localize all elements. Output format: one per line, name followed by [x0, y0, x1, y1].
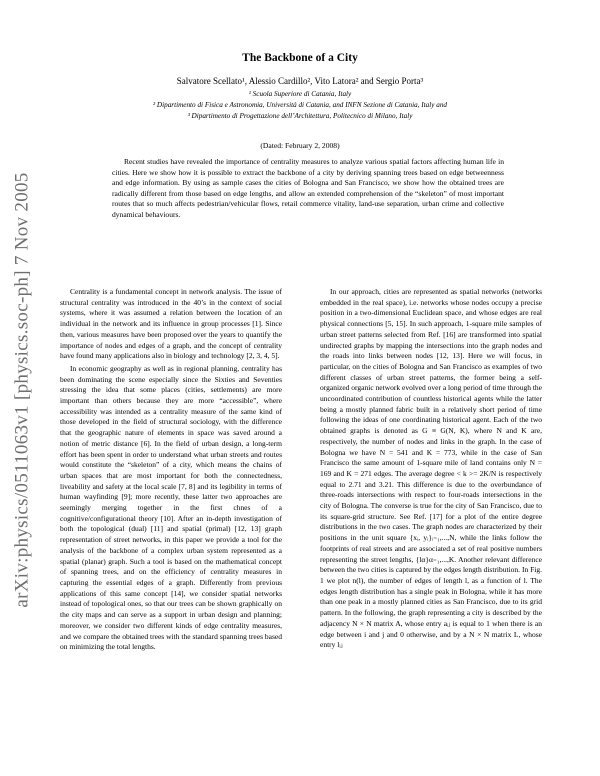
affiliation-3: ³ Dipartimento di Progettazione dell’Architettura, Politecnico di Milano, Italy [187, 112, 413, 120]
affiliation-2: ² Dipartimento di Fisica e Astronomia, Università di Catania, and INFN Sezione di Catania, Italy and [152, 101, 448, 109]
body-paragraph: In our approach, cities are represented as spatial networks (networks embedded in the real space), i.e. networks whose nodes occupy a precise position in a two-dimensional Euclidean space, and whose edges are real physical connections [5, 15]. In such approach, 1-square mile samples of urban street patterns selected from Ref. [16] are transformed into spatial undirected graphs by mapping the intersections into the graph nodes and the roads into links between nodes [12, 13]. Here we will focus, in particular, on the cities of Bologna and San Francisco as examples of two different classes of urban street patterns, the former being a self-organized organic network evolved over a long period of time through the uncoordinated contribution of countless historical agents while the latter being a mostly planned fabric built in a relatively short period of time following the ideas of one coordinating historical agent. Each of the two obtained graphs is denoted as G ≡ G(N, K), where N and K are, respectively, the number of nodes and links in the graph. In the case of Bologna we have N = 541 and K = 773, while in the case of San Francisco the same amount of 1-square mile of land contains only N = 169 and K = 271 edges. The average degree < k >= 2K/N is respectively equal to 2.71 and 3.21. This difference is due to the overbundance of three-roads intersections with respect to four-roads intersections in the city of Bologna. The converse is true for the city of San Francisco, due to its square-grid structure. See Ref. [17] for a plot of the entire degree distributions in the two cases. The graph nodes are characterized by their positions in the unit square {xᵢ, yᵢ}ᵢ₌₁,...,N, while the links follow the footprints of real streets and are associated a set of real positive numbers representing the street lengths, {lα}α₌₁,...,K. Another relevant difference between the two cities is captured by the edges length distribution. In Fig. 1 we plot n(l), the number of edges of length l, as a function of l. The edges length distribution has a single peak in Bologna, while it has more than one peak in a mostly planned cities as San Francisco, due to its grid pattern. In the following, the graph representing a city is described by the adjacency N × N matrix A, whose entry aᵢⱼ is equal to 1 when there is an edge between i and j and 0 otherwise, and by a N × N matrix L, whose entry lᵢⱼ [320, 287, 542, 650]
arxiv-identifier-stamp [6, 130, 40, 650]
author-list: Salvatore Scellato¹, Alessio Cardillo², Vito Latora² and Sergio Porta³ [176, 76, 424, 86]
arxiv-id: arXiv:physics/0511063v1 [physics.soc-ph] 7 Nov 2005 [12, 172, 34, 608]
body-paragraph: Centrality is a fundamental concept in network analysis. The issue of structural centrality was introduced in the 40’s in the context of social systems, where it was assumed a relation between the location of an individual in the network and its influence in group processes [1]. Since then, various measures have been proposed over the years to quantify the importance of nodes and edges of a graph, and the concept of centrality have found many applications also in biology and technology [2, 3, 4, 5]. [60, 287, 282, 361]
abstract: Recent studies have revealed the importance of centrality measures to analyze various spatial factors affecting human life in cities. Here we show how it is possible to extract the backbone of a city by deriving spanning trees based on edge betweenness and edge information. By using as sample cases the cities of Bologna and San Francisco, we show how the obtained trees are radically different from those based on edge lengths, and allow an extended comprehension of the “skeleton” of most important routes that so much affects pedestrian/vehicular flows, retail commerce vitality, land-use separation, urban crime and collective dynamical behaviours. [112, 157, 504, 219]
left-column [60, 287, 282, 653]
affiliation-1: ¹ Scuola Superiore di Catania, Italy [248, 90, 352, 98]
paper-title: The Backbone of a City [242, 52, 358, 64]
body-paragraph: In economic geography as well as in regional planning, centrality has been dominating the scene especially since the Sixties and Seventies stressing the idea that some places (cities, settlements) are more important than others because they are more “accessible”, where accessibility was intended as a centrality measure of the same kind of those developed in the field of structural sociology, with the difference that the geographic nature of elements in space was saved around a notion of metric distance [6]. In the field of urban design, a long-term effort has been spent in order to understand what urban streets and routes would constitute the “skeleton” of a city, which means the chains of urban spaces that are most important for both the connectedness, liveability and safety at the local scale [7, 8] and its legibility in terms of human wayfinding [9]; more recently, these latter two approaches are seemingly merging together in the first chnes of a cognitive/configurational theory [10]. After an in-depth investigation of both the topological (dual) [11] and spatial (primal) [12, 13] graph representation of street networks, in this paper we provide a tool for the analysis of the backbone of a complex urban system represented as a spatial (planar) graph. Such a tool is based on the mathematical concept of spanning trees, and on the efficiency of centrality measures in capturing the essential edges of a graph. Differently from previous applications of this same concept [14], we consider spatial networks instead of topological ones, so that our trees can be shown graphically on the city maps and can serve as a support in urban design and planning; moreover, we consider two different kinds of edge centrality measures, and we compare the obtained trees with the standard spanning trees based on minimizing the total lengths. [60, 363, 282, 652]
date-line: (Dated: February 2, 2008) [260, 141, 340, 150]
right-column [320, 287, 542, 651]
